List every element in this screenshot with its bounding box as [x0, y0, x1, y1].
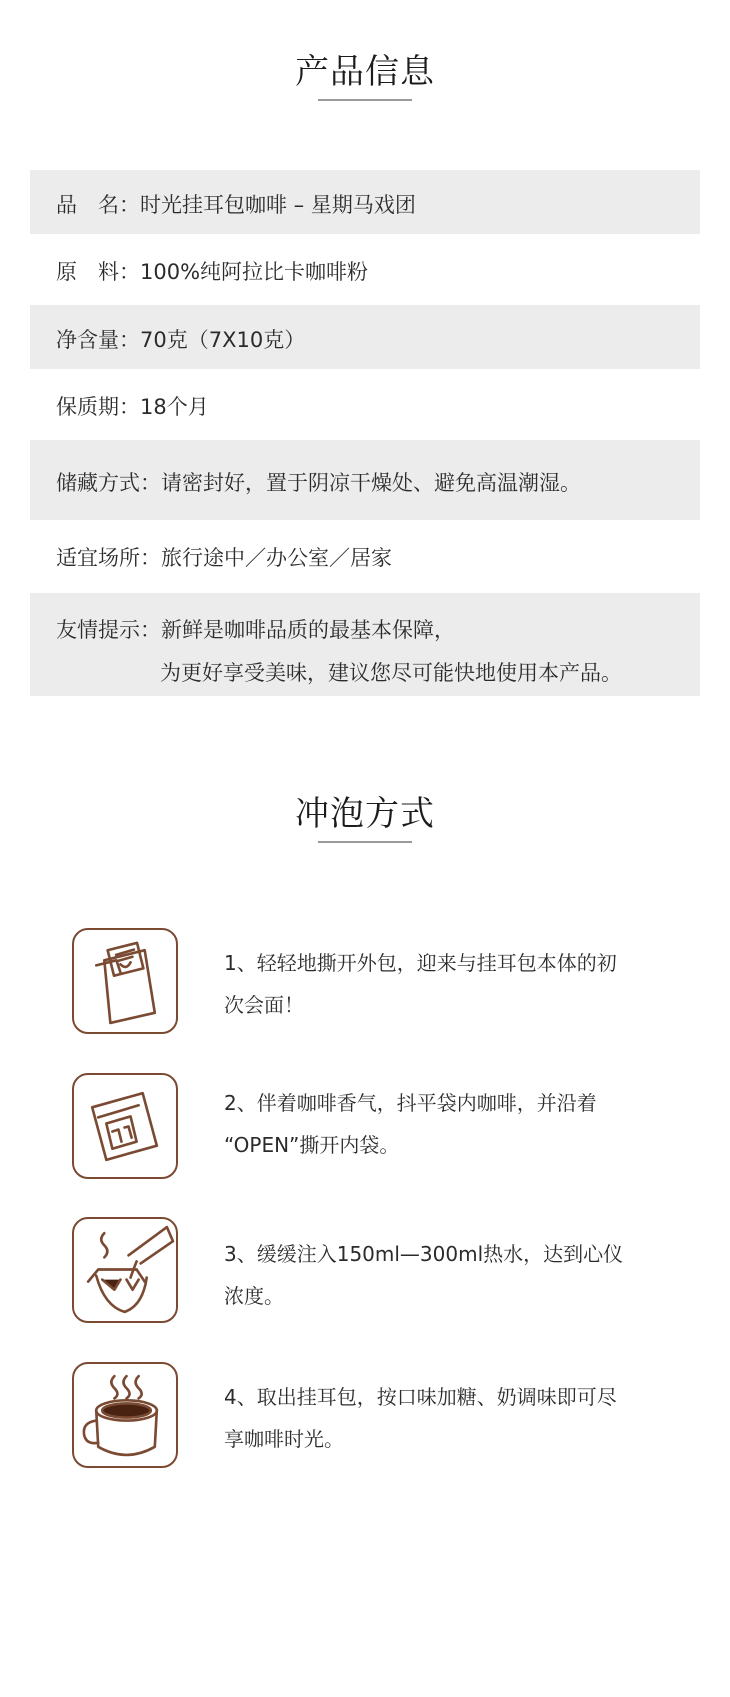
- pour-water-icon: [72, 1217, 178, 1323]
- info-row-tips: [30, 593, 700, 696]
- info-label: 适宜场所：: [56, 546, 161, 570]
- step-1-line-2: 次会面！: [224, 993, 304, 1017]
- info-value: 18个月: [140, 395, 209, 419]
- coffee-cup-icon: [72, 1362, 178, 1468]
- info-label: 友情提示：: [56, 618, 161, 642]
- inner-bag-icon: [72, 1073, 178, 1179]
- info-value: 100%纯阿拉比卡咖啡粉: [140, 260, 369, 284]
- info-value: 时光挂耳包咖啡 – 星期马戏团: [140, 193, 416, 217]
- info-label: 品 名：: [56, 193, 140, 217]
- info-value: 请密封好，置于阴凉干燥处、避免高温潮湿。: [161, 471, 581, 495]
- step-4-text: [224, 1376, 674, 1460]
- info-row-ingredients: [30, 236, 700, 302]
- step-4-line-2: 享咖啡时光。: [224, 1427, 344, 1451]
- info-label: 原 料：: [56, 260, 140, 284]
- brewing-title: 冲泡方式: [295, 794, 435, 834]
- step-4-line-1: 4、取出挂耳包，按口味加糖、奶调味即可尽: [224, 1385, 617, 1409]
- info-value: 旅行途中／办公室／居家: [161, 546, 392, 570]
- info-row-shelf-life: [30, 371, 700, 437]
- info-value: 新鲜是咖啡品质的最基本保障，: [161, 618, 455, 642]
- info-label: 净含量：: [56, 328, 140, 352]
- step-2-line-1: 2、伴着咖啡香气，抖平袋内咖啡，并沿着: [224, 1091, 597, 1115]
- title-underline: [318, 99, 412, 101]
- info-row-net-weight: [30, 305, 700, 369]
- step-3-line-2: 浓度。: [224, 1284, 284, 1308]
- info-row-storage: [30, 440, 700, 520]
- step-1-line-1: 1、轻轻地撕开外包，迎来与挂耳包本体的初: [224, 951, 617, 975]
- info-value-continued: 为更好享受美味，建议您尽可能快地使用本产品。: [160, 661, 622, 685]
- step-3-text: [224, 1233, 674, 1317]
- open-pouch-icon: [72, 928, 178, 1034]
- step-3-line-1: 3、缓缓注入150ml—300ml热水，达到心仪: [224, 1242, 624, 1266]
- info-label: 储藏方式：: [56, 471, 161, 495]
- info-value: 70克（7X10克）: [140, 328, 306, 352]
- product-info-title: 产品信息: [295, 52, 435, 92]
- step-2-line-2: “OPEN”撕开内袋。: [224, 1133, 400, 1157]
- title-underline: [318, 841, 412, 843]
- step-2-text: [224, 1082, 674, 1166]
- info-row-occasions: [30, 522, 700, 590]
- info-row-name: [30, 170, 700, 234]
- step-1-text: [224, 942, 674, 1026]
- info-label: 保质期：: [56, 395, 140, 419]
